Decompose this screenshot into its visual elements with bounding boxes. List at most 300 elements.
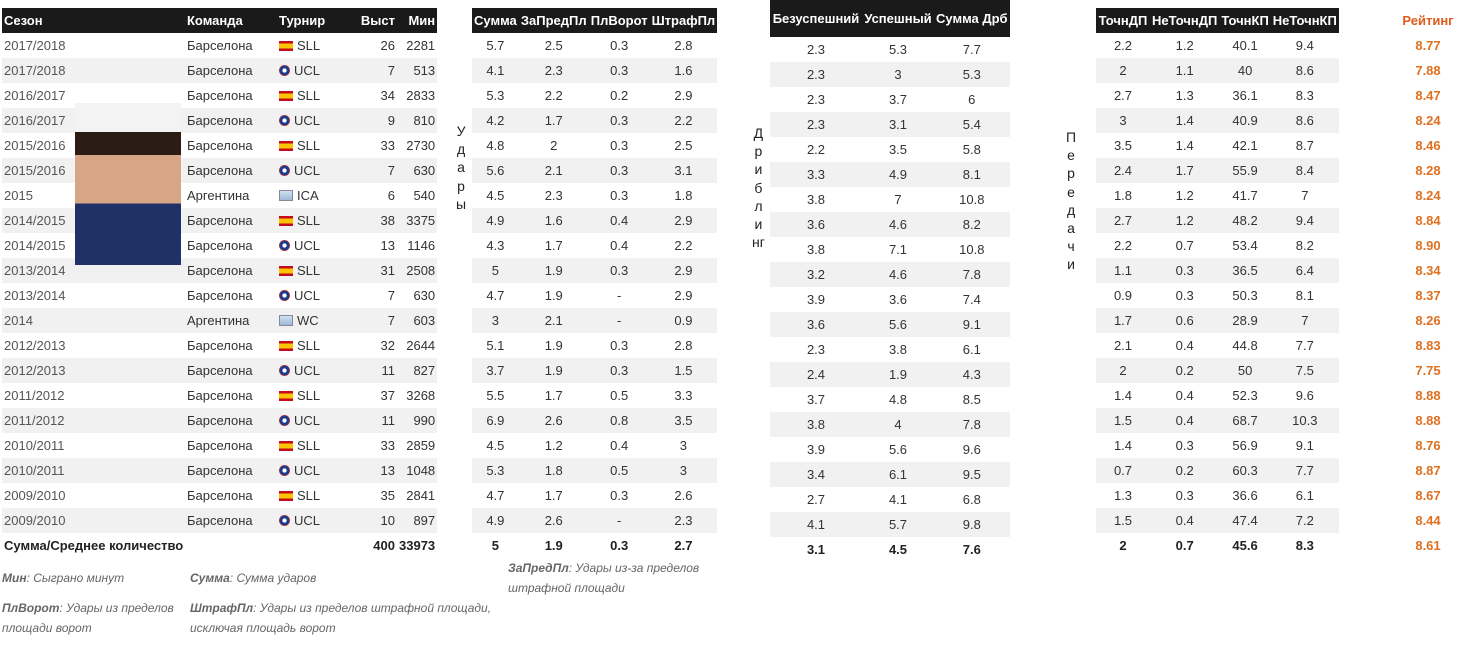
value-cell: 2.6 bbox=[519, 408, 589, 433]
value-cell: 36.1 bbox=[1232, 88, 1258, 103]
col-header: Безуспешний bbox=[770, 0, 862, 37]
mins-cell: 897 bbox=[397, 508, 437, 533]
apps-cell: 7 bbox=[341, 308, 397, 333]
value-cell: 60.3 bbox=[1219, 458, 1270, 483]
value-cell: 4.5 bbox=[486, 188, 505, 203]
tournament-cell bbox=[277, 508, 341, 533]
player-photo bbox=[75, 103, 181, 265]
team-cell: Барселона bbox=[185, 208, 277, 233]
tournament-cell bbox=[277, 308, 341, 333]
apps-cell: 31 bbox=[341, 258, 397, 283]
rating-cell: 8.46 bbox=[1400, 133, 1456, 158]
tournament-name: SLL bbox=[297, 138, 321, 153]
team-cell: Барселона bbox=[185, 408, 277, 433]
value-cell: 5.6 bbox=[862, 312, 934, 337]
table-row bbox=[472, 483, 717, 508]
apps-cell: 26 bbox=[380, 38, 395, 53]
tournament-cell bbox=[277, 383, 341, 408]
table-row bbox=[2, 383, 437, 408]
season-cell: 2017/2018 bbox=[2, 58, 185, 83]
col-header: Сезон bbox=[2, 8, 185, 33]
table-row bbox=[770, 187, 1010, 212]
rating-block bbox=[1400, 8, 1456, 558]
vertical-letter: е bbox=[1067, 147, 1075, 164]
value-cell: 3.2 bbox=[770, 262, 862, 287]
table-row bbox=[1096, 183, 1339, 208]
mins-cell: 513 bbox=[397, 58, 437, 83]
table-row bbox=[2, 408, 437, 433]
value-cell: 0.3 bbox=[589, 358, 650, 383]
mins-cell: 810 bbox=[397, 108, 437, 133]
team-cell: Барселона bbox=[187, 38, 253, 53]
apps-cell: 9 bbox=[341, 108, 397, 133]
vertical-letter: нг bbox=[752, 234, 765, 251]
rating-cell: 8.90 bbox=[1400, 233, 1456, 258]
value-cell: 2.2 bbox=[806, 142, 826, 157]
table-row bbox=[770, 462, 1010, 487]
value-cell: 0.7 bbox=[1096, 458, 1150, 483]
team-cell: Барселона bbox=[185, 158, 277, 183]
value-cell: 2.2 bbox=[544, 88, 563, 103]
value-cell: 47.4 bbox=[1219, 508, 1270, 533]
rating-cell: 7.88 bbox=[1400, 58, 1456, 83]
vertical-letter: а bbox=[457, 159, 465, 176]
tournament-name: SLL bbox=[297, 388, 321, 403]
rating-cell: 8.88 bbox=[1400, 383, 1456, 408]
value-cell: 6 bbox=[968, 92, 976, 107]
tournament-name: SLL bbox=[297, 88, 321, 103]
value-cell: 5.4 bbox=[934, 112, 1010, 137]
table-row bbox=[1096, 283, 1339, 308]
value-cell: 3 bbox=[472, 308, 519, 333]
rating-cell: 8.28 bbox=[1400, 158, 1456, 183]
value-cell: 2.3 bbox=[806, 342, 826, 357]
value-cell: 42.1 bbox=[1232, 138, 1258, 153]
value-cell: 2.3 bbox=[650, 508, 718, 533]
value-cell: 1.2 bbox=[1150, 208, 1219, 233]
value-cell: 8.3 bbox=[1295, 88, 1314, 103]
mins-cell: 1048 bbox=[397, 458, 437, 483]
apps-cell: 7 bbox=[341, 158, 397, 183]
tournament-cell bbox=[277, 133, 341, 158]
value-cell: 2.3 bbox=[770, 62, 862, 87]
vertical-letter: ч bbox=[1067, 238, 1075, 255]
mins-cell: 2281 bbox=[406, 38, 436, 53]
rating-cell: 8.87 bbox=[1400, 458, 1456, 483]
col-header: Сумма Дрб bbox=[934, 0, 1010, 37]
value-cell: 3.8 bbox=[888, 342, 908, 357]
table-row bbox=[1400, 83, 1456, 108]
tournament-name: SLL bbox=[297, 263, 321, 278]
value-cell: 2 bbox=[1096, 358, 1150, 383]
value-cell: 5.6 bbox=[888, 442, 908, 457]
tournament-name: UCL bbox=[294, 363, 321, 378]
value-cell: 3 bbox=[1096, 108, 1150, 133]
value-cell: 1.4 bbox=[1113, 438, 1133, 453]
passes-vertical-label bbox=[1066, 128, 1076, 274]
total-cell: 2.7 bbox=[650, 533, 718, 558]
apps-cell: 7 bbox=[387, 288, 395, 303]
value-cell: 7.7 bbox=[962, 42, 981, 57]
value-cell: 0.7 bbox=[1175, 238, 1194, 253]
value-cell: 1.7 bbox=[544, 388, 563, 403]
tournament-name: SLL bbox=[297, 438, 321, 453]
table-row bbox=[472, 383, 717, 408]
season-cell: 2015/2016 bbox=[2, 158, 185, 183]
value-cell: 8.1 bbox=[1295, 288, 1314, 303]
tournament-name: SLL bbox=[297, 488, 321, 503]
value-cell: 1.5 bbox=[650, 358, 718, 383]
table-row bbox=[1096, 458, 1339, 483]
value-cell: 3 bbox=[679, 438, 688, 453]
season-cell: 2009/2010 bbox=[2, 508, 185, 533]
table-row bbox=[2, 58, 437, 83]
table-row bbox=[472, 233, 717, 258]
value-cell: 3.9 bbox=[806, 442, 826, 457]
value-cell: 1.8 bbox=[519, 458, 589, 483]
value-cell: 4.6 bbox=[862, 262, 934, 287]
tournament-name: UCL bbox=[294, 288, 321, 303]
value-cell: 4.8 bbox=[486, 138, 505, 153]
value-cell: 1.9 bbox=[544, 338, 563, 353]
value-cell: 10.8 bbox=[959, 242, 985, 257]
value-cell: 5.8 bbox=[962, 142, 981, 157]
rating-cell: 8.34 bbox=[1400, 258, 1456, 283]
value-cell: 3.5 bbox=[888, 142, 908, 157]
tournament-cell bbox=[277, 333, 341, 358]
value-cell: 1.9 bbox=[519, 358, 589, 383]
ucl-logo-icon bbox=[279, 65, 290, 76]
value-cell: 1.6 bbox=[519, 208, 589, 233]
vertical-letter: а bbox=[1067, 219, 1075, 236]
value-cell: 0.3 bbox=[610, 138, 629, 153]
total-cell: 3.1 bbox=[770, 537, 862, 562]
table-row bbox=[770, 137, 1010, 162]
value-cell: 1.7 bbox=[519, 108, 589, 133]
season-cell: 2014/2015 bbox=[4, 238, 66, 253]
value-cell: 3 bbox=[650, 458, 718, 483]
value-cell: 1.8 bbox=[1113, 188, 1133, 203]
table-row bbox=[770, 362, 1010, 387]
table-row bbox=[1400, 233, 1456, 258]
table-row bbox=[1096, 133, 1339, 158]
season-cell: 2010/2011 bbox=[4, 438, 65, 453]
season-cell: 2012/2013 bbox=[4, 338, 66, 353]
tournament-name: SLL bbox=[297, 38, 321, 53]
value-cell: 3.3 bbox=[674, 388, 693, 403]
table-row bbox=[1400, 358, 1456, 383]
value-cell: 7.7 bbox=[1295, 338, 1314, 353]
apps-cell: 11 bbox=[341, 408, 397, 433]
season-cell: 2009/2010 bbox=[4, 488, 66, 503]
tournament-cell bbox=[277, 233, 341, 258]
team-cell: Барселона bbox=[187, 388, 253, 403]
value-cell: 8.1 bbox=[934, 162, 1010, 187]
mins-cell: 990 bbox=[397, 408, 437, 433]
table-row bbox=[1096, 233, 1339, 258]
value-cell: 4.7 bbox=[486, 288, 505, 303]
table-row bbox=[1096, 358, 1339, 383]
value-cell: 0.4 bbox=[1150, 408, 1219, 433]
tournament-cell bbox=[277, 433, 341, 458]
value-cell: 1.4 bbox=[1175, 138, 1194, 153]
value-cell: 1.9 bbox=[519, 258, 589, 283]
mins-cell: 2508 bbox=[397, 258, 437, 283]
value-cell: 0.3 bbox=[589, 108, 650, 133]
value-cell: 3.9 bbox=[806, 292, 826, 307]
value-cell: 2.5 bbox=[544, 38, 563, 53]
spain-flag-icon bbox=[279, 41, 293, 51]
value-cell: 9.8 bbox=[934, 512, 1010, 537]
total-mins: 33973 bbox=[397, 533, 437, 558]
value-cell: 44.8 bbox=[1232, 338, 1258, 353]
value-cell: 2 bbox=[550, 138, 558, 153]
table-row bbox=[2, 283, 437, 308]
value-cell: 0.5 bbox=[610, 388, 629, 403]
value-cell: 1.3 bbox=[1113, 488, 1133, 503]
table-row bbox=[2, 83, 437, 108]
legend-pl: ПлВорот: Удары из пределов площади ворот bbox=[2, 601, 174, 635]
ucl-logo-icon bbox=[279, 115, 290, 126]
value-cell: 8.4 bbox=[1271, 158, 1339, 183]
table-row bbox=[770, 387, 1010, 412]
value-cell: 2.3 bbox=[544, 188, 563, 203]
col-header: НеТочнДП bbox=[1150, 8, 1219, 33]
table-row bbox=[2, 33, 437, 58]
team-cell: Барселона bbox=[185, 358, 277, 383]
rating-table bbox=[1400, 8, 1456, 558]
value-cell: 7.4 bbox=[962, 292, 981, 307]
value-cell: 2.9 bbox=[650, 208, 718, 233]
vertical-letter: е bbox=[1067, 183, 1075, 200]
value-cell: - bbox=[589, 508, 650, 533]
value-cell: 40.9 bbox=[1219, 108, 1270, 133]
legend-zapred: ЗаПредПл: Удары из-за пределов штрафной площади bbox=[508, 561, 700, 595]
table-row bbox=[472, 458, 717, 483]
vertical-letter: и bbox=[754, 161, 763, 178]
value-cell: 3.7 bbox=[888, 92, 908, 107]
value-cell: 1.1 bbox=[1150, 58, 1219, 83]
season-cell: 2012/2013 bbox=[2, 358, 185, 383]
mins-cell: 3375 bbox=[397, 208, 437, 233]
table-row bbox=[1400, 433, 1456, 458]
value-cell: 1.4 bbox=[1113, 388, 1133, 403]
value-cell: 1.7 bbox=[544, 238, 563, 253]
table-row bbox=[1400, 508, 1456, 533]
table-row bbox=[1096, 33, 1339, 58]
total-apps: 400 bbox=[341, 533, 397, 558]
table-row bbox=[770, 412, 1010, 437]
legend-sum: Сумма: Сумма ударов bbox=[190, 571, 317, 585]
col-header: Сумма bbox=[472, 8, 519, 33]
value-cell: 1.7 bbox=[1150, 158, 1219, 183]
value-cell: 7 bbox=[1301, 188, 1309, 203]
value-cell: 3.7 bbox=[472, 358, 519, 383]
spain-flag-icon bbox=[279, 216, 293, 226]
value-cell: 0.4 bbox=[610, 238, 629, 253]
tournament-name: SLL bbox=[297, 338, 321, 353]
passes-block bbox=[1096, 8, 1339, 558]
season-cell: 2013/2014 bbox=[2, 258, 185, 283]
value-cell: 0.3 bbox=[610, 338, 629, 353]
col-header: Турнир bbox=[277, 8, 341, 33]
value-cell: 3.6 bbox=[770, 312, 862, 337]
rating-cell: 8.24 bbox=[1400, 108, 1456, 133]
value-cell: 6.1 bbox=[962, 342, 981, 357]
value-cell: 3.1 bbox=[862, 112, 934, 137]
table-row bbox=[472, 83, 717, 108]
table-row bbox=[1096, 208, 1339, 233]
total-cell: 8.3 bbox=[1271, 533, 1339, 558]
value-cell: 1.2 bbox=[1175, 38, 1194, 53]
value-cell: 1.4 bbox=[1150, 108, 1219, 133]
value-cell: 0.9 bbox=[1113, 288, 1133, 303]
team-cell: Барселона bbox=[185, 458, 277, 483]
table-row bbox=[472, 508, 717, 533]
value-cell: 8.6 bbox=[1271, 108, 1339, 133]
value-cell: 1.2 bbox=[1175, 188, 1194, 203]
spain-flag-icon bbox=[279, 491, 293, 501]
value-cell: 10.3 bbox=[1271, 408, 1339, 433]
table-row bbox=[1096, 83, 1339, 108]
table-row bbox=[2, 158, 437, 183]
value-cell: 7.8 bbox=[934, 412, 1010, 437]
tournament-name: UCL bbox=[294, 463, 321, 478]
tournament-cell bbox=[277, 258, 341, 283]
table-row bbox=[770, 337, 1010, 362]
tournament-cell bbox=[277, 483, 341, 508]
table-row bbox=[770, 512, 1010, 537]
value-cell: 0.3 bbox=[610, 188, 629, 203]
value-cell: 3.5 bbox=[650, 408, 718, 433]
table-row bbox=[2, 483, 437, 508]
apps-cell: 10 bbox=[341, 508, 397, 533]
table-row bbox=[1096, 58, 1339, 83]
value-cell: 2.9 bbox=[674, 288, 693, 303]
apps-cell: 11 bbox=[341, 358, 397, 383]
value-cell: 1.9 bbox=[544, 288, 563, 303]
table-row bbox=[770, 87, 1010, 112]
shots-vertical-label bbox=[456, 122, 466, 213]
value-cell: 0.3 bbox=[589, 58, 650, 83]
mins-cell: 603 bbox=[397, 308, 437, 333]
vertical-letter: и bbox=[1067, 256, 1075, 273]
table-row bbox=[1400, 208, 1456, 233]
rating-cell: 8.77 bbox=[1400, 33, 1456, 58]
value-cell: 4.9 bbox=[862, 162, 934, 187]
value-cell: 50 bbox=[1219, 358, 1270, 383]
table-row bbox=[1400, 33, 1456, 58]
mins-cell: 2644 bbox=[406, 338, 436, 353]
value-cell: 52.3 bbox=[1232, 388, 1258, 403]
table-row bbox=[2, 458, 437, 483]
table-row bbox=[770, 312, 1010, 337]
table-row bbox=[2, 308, 437, 333]
spain-flag-icon bbox=[279, 441, 293, 451]
value-cell: 4.2 bbox=[472, 108, 519, 133]
table-row bbox=[2, 233, 437, 258]
value-cell: 55.9 bbox=[1219, 158, 1270, 183]
season-cell: 2015/2016 bbox=[4, 138, 66, 153]
value-cell: 0.4 bbox=[589, 208, 650, 233]
table-row bbox=[770, 487, 1010, 512]
value-cell: 53.4 bbox=[1232, 238, 1258, 253]
total-cell: 4.5 bbox=[862, 537, 934, 562]
tournament-cell bbox=[277, 33, 341, 58]
tournament-name: UCL bbox=[294, 513, 321, 528]
value-cell: 2.7 bbox=[806, 492, 826, 507]
spain-flag-icon bbox=[279, 91, 293, 101]
spain-flag-icon bbox=[279, 266, 293, 276]
col-header: ШтрафПл bbox=[650, 8, 718, 33]
table-row bbox=[1400, 58, 1456, 83]
value-cell: 0.4 bbox=[1175, 338, 1194, 353]
table-row bbox=[2, 433, 437, 458]
value-cell: 2.6 bbox=[519, 508, 589, 533]
team-cell: Барселона bbox=[185, 58, 277, 83]
tournament-cell bbox=[277, 408, 341, 433]
value-cell: 4.9 bbox=[472, 508, 519, 533]
tournament-cell bbox=[277, 458, 341, 483]
table-row bbox=[1096, 433, 1339, 458]
value-cell: 4.3 bbox=[486, 238, 505, 253]
vertical-letter: д bbox=[456, 141, 466, 158]
tournament-cell bbox=[277, 58, 341, 83]
ucl-logo-icon bbox=[279, 465, 290, 476]
season-cell: 2016/2017 bbox=[4, 88, 66, 103]
col-header: ТочнКП bbox=[1219, 8, 1270, 33]
value-cell: 0.2 bbox=[610, 88, 629, 103]
table-row bbox=[2, 108, 437, 133]
value-cell: 8.5 bbox=[962, 392, 981, 407]
table-row bbox=[1400, 458, 1456, 483]
value-cell: 40.1 bbox=[1232, 38, 1258, 53]
spain-flag-icon bbox=[279, 341, 293, 351]
legend-left bbox=[2, 568, 182, 638]
value-cell: 7 bbox=[1271, 308, 1339, 333]
value-cell: 2.5 bbox=[674, 138, 693, 153]
season-cell: 2011/2012 bbox=[4, 388, 65, 403]
total-cell: 0.3 bbox=[589, 533, 650, 558]
table-row bbox=[770, 287, 1010, 312]
value-cell: 5.6 bbox=[472, 158, 519, 183]
value-cell: 5.5 bbox=[486, 388, 505, 403]
spain-flag-icon bbox=[279, 391, 293, 401]
value-cell: 1.7 bbox=[544, 488, 563, 503]
value-cell: 7.2 bbox=[1271, 508, 1339, 533]
value-cell: 1.5 bbox=[1096, 508, 1150, 533]
table-row bbox=[1096, 158, 1339, 183]
rating-cell: 8.24 bbox=[1400, 183, 1456, 208]
team-cell: Барселона bbox=[187, 88, 253, 103]
value-cell: - bbox=[589, 308, 650, 333]
shots-block bbox=[472, 8, 717, 558]
value-cell: 2.8 bbox=[674, 338, 693, 353]
spain-flag-icon bbox=[279, 141, 293, 151]
table-row bbox=[1096, 408, 1339, 433]
apps-cell: 35 bbox=[380, 488, 395, 503]
value-cell: 4.6 bbox=[862, 212, 934, 237]
vertical-letter: У bbox=[456, 123, 466, 139]
value-cell: 68.7 bbox=[1219, 408, 1270, 433]
value-cell: 56.9 bbox=[1232, 438, 1258, 453]
season-cell: 2014/2015 bbox=[2, 208, 185, 233]
mins-cell: 2833 bbox=[406, 88, 436, 103]
value-cell: 3.8 bbox=[806, 192, 826, 207]
table-row bbox=[1096, 483, 1339, 508]
rating-cell: 8.47 bbox=[1400, 83, 1456, 108]
value-cell: 0.3 bbox=[589, 158, 650, 183]
